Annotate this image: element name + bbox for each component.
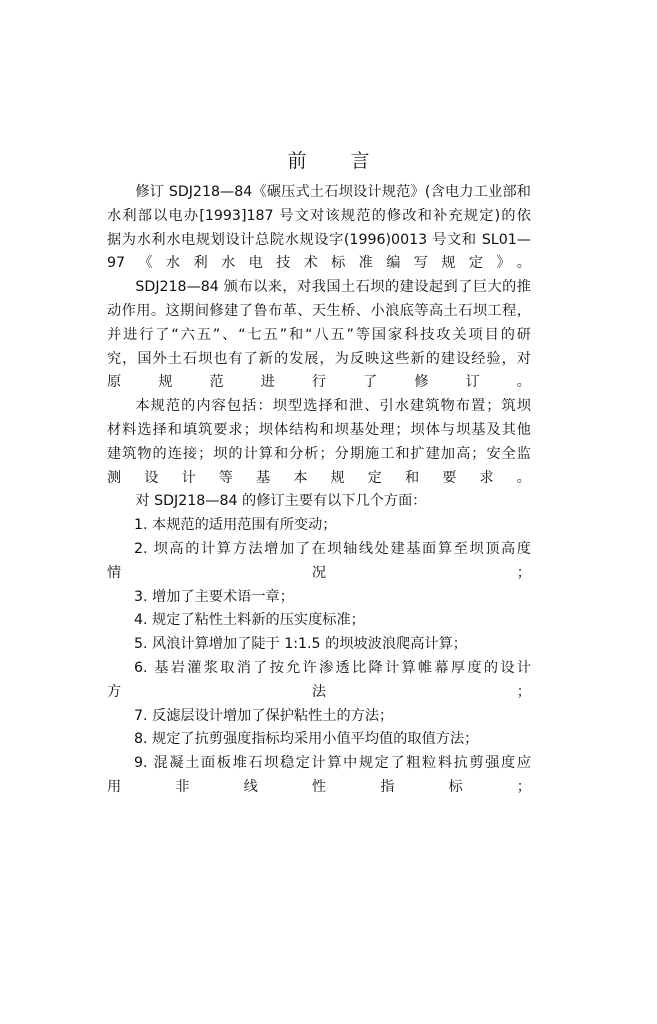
text-line: 建筑物的连接；坝的计算和分析；分期施工和扩建加高；安全监 — [107, 445, 531, 462]
page-title — [0, 146, 657, 173]
text-line: 6. 基岩灌浆取消了按允许渗透比降计算帷幕厚度的设计 — [133, 659, 531, 676]
list-item-3 — [107, 586, 531, 610]
text-line: 本规范的内容包括：坝型选择和泄、引水建筑物布置；筑坝 — [135, 398, 531, 415]
text-line: SDJ218—84 颁布以来，对我国土石坝的建设起到了巨大的推 — [135, 279, 531, 296]
paragraph-revision-basis — [107, 181, 531, 276]
text-line: 情况； — [107, 564, 531, 581]
text-line: 动作用。这期间修建了鲁布革、天生桥、小浪底等高土石坝工程， — [107, 302, 531, 319]
text-line: 用非线性指标； — [107, 778, 531, 795]
text-line: 并进行了“六五”、“七五”和“八五”等国家科技攻关项目的研 — [107, 326, 531, 343]
text-line: 5. 风浪计算增加了陡于 1:1.5 的坝坡波浪爬高计算； — [133, 636, 467, 653]
text-line: 究，国外土石坝也有了新的发展，为反映这些新的建设经验，对 — [107, 350, 531, 367]
paragraph-revisions-intro — [107, 490, 531, 514]
text-line: 原规范进行了修订。 — [107, 374, 531, 391]
text-line: 97《水利水电技术标准编写规定》。 — [107, 255, 531, 272]
text-line: 3. 增加了主要术语一章； — [133, 588, 294, 605]
list-item-6 — [107, 657, 531, 705]
list-item-9 — [107, 752, 531, 800]
text-line: 1. 本规范的适用范围有所变动； — [133, 517, 337, 534]
text-line: 测设计等基本规定和要求。 — [107, 469, 531, 486]
title-char-1: 前 — [287, 150, 307, 172]
text-line: 水利部以电办[1993]187 号文对该规范的修改和补充规定)的依 — [107, 207, 531, 224]
text-line: 9. 混凝土面板堆石坝稳定计算中规定了粗粒料抗剪强度应 — [133, 755, 531, 772]
list-item-8 — [107, 728, 531, 752]
list-item-4 — [107, 609, 531, 633]
list-item-7 — [107, 705, 531, 729]
text-line: 8. 规定了抗剪强度指标均采用小值平均值的取值方法； — [133, 731, 479, 748]
list-item-1 — [107, 514, 531, 538]
text-line: 2. 坝高的计算方法增加了在坝轴线处建基面算至坝顶高度 — [133, 540, 531, 557]
list-item-2 — [107, 538, 531, 586]
list-item-5 — [107, 633, 531, 657]
title-char-2: 言 — [350, 150, 370, 172]
text-line: 7. 反滤层设计增加了保护粘性土的方法； — [133, 707, 394, 724]
text-line: 方法； — [107, 683, 531, 700]
paragraph-contents — [107, 395, 531, 490]
text-line: 修订 SDJ218—84《碾压式土石坝设计规范》(含电力工业部和 — [135, 184, 531, 200]
text-line: 4. 规定了粘性土料新的压实度标准； — [133, 612, 365, 629]
text-line: 据为水利水电规划设计总院水规设字(1996)0013 号文和 SL01— — [107, 231, 531, 248]
document-body — [107, 181, 531, 800]
paragraph-background — [107, 276, 531, 395]
text-line: 对 SDJ218—84 的修订主要有以下几个方面： — [135, 493, 427, 510]
text-line: 材料选择和填筑要求；坝体结构和坝基处理；坝体与坝基及其他 — [107, 421, 531, 438]
